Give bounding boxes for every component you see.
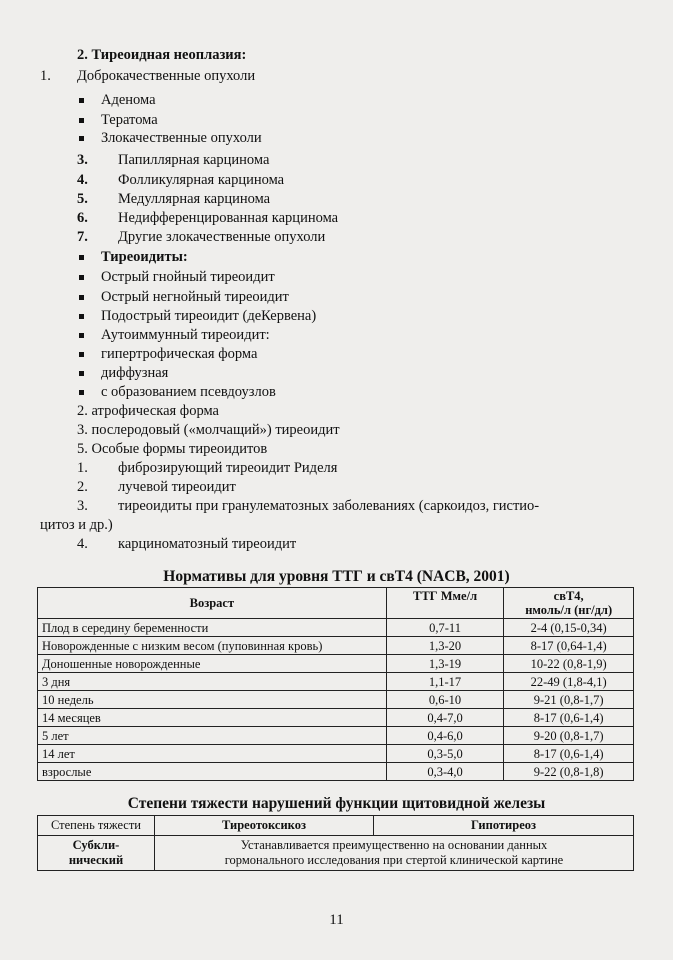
list-item: Острый негнойный тиреоидит (101, 289, 289, 305)
severity-table (37, 815, 634, 871)
bullet-icon (79, 136, 84, 141)
table-cell: 8-17 (0,64-1,4) (504, 637, 634, 655)
table-cell: взрослые (38, 763, 387, 781)
table-cell: Новорожденные с низким весом (пуповинная кровь) (38, 637, 387, 655)
table-cell: 0,7-11 (386, 619, 504, 637)
table-row (38, 709, 634, 727)
table-row (38, 619, 634, 637)
list-item-continuation: цитоз и др.) (40, 517, 113, 533)
list-item: Злокачественные опухоли (101, 130, 262, 146)
list-item: Подострый тиреоидит (деКервена) (101, 308, 317, 324)
table-row (38, 691, 634, 709)
table-header-row (38, 588, 634, 619)
list-item: Острый гнойный тиреоидит (101, 269, 275, 285)
severity-text-line-2: гормонального исследования при стертой клинической картине (224, 853, 564, 867)
table-row (38, 745, 634, 763)
table-cell: 1,3-20 (386, 637, 504, 655)
list-number: 4. (77, 172, 88, 188)
table-cell: 2-4 (0,15-0,34) (504, 619, 634, 637)
severity-text-line-1: Устанавливается преимущественно на основании данных (240, 838, 548, 852)
table-cell: 5 лет (38, 727, 387, 745)
list-item: фиброзирующий тиреоидит Риделя (118, 460, 338, 476)
heading-neoplasia: 2. Тиреоидная неоплазия: (77, 47, 247, 63)
table-row (38, 836, 634, 871)
table-row (38, 673, 634, 691)
table-cell: 14 месяцев (38, 709, 387, 727)
table-cell: 9-20 (0,8-1,7) (504, 727, 634, 745)
table-row (38, 637, 634, 655)
norms-table-title: Нормативы для уровня ТТГ и свТ4 (NACB, 2001) (163, 568, 510, 585)
list-item: Другие злокачественные опухоли (118, 229, 326, 245)
list-item: Аутоиммунный тиреоидит: (101, 327, 270, 343)
bullet-icon (79, 333, 84, 338)
table-row (38, 763, 634, 781)
bullet-icon (79, 275, 84, 280)
table-cell: Плод в середину беременности (38, 619, 387, 637)
table-cell (155, 836, 634, 871)
list-item: 5. Особые формы тиреоидитов (77, 441, 268, 457)
table-header-cell: Гипотиреоз (374, 816, 634, 836)
table-header-cell (504, 588, 634, 619)
table-header-cell: Тиреотоксикоз (155, 816, 374, 836)
list-number: 3. (77, 498, 88, 514)
table-cell: 10-22 (0,8-1,9) (504, 655, 634, 673)
list-number: 1. (77, 460, 88, 476)
table-cell: 9-22 (0,8-1,8) (504, 763, 634, 781)
table-cell: 1,3-19 (386, 655, 504, 673)
list-item: 2. атрофическая форма (77, 403, 219, 419)
severity-label-line-1: Субкли- (72, 838, 120, 852)
bullet-icon (79, 118, 84, 123)
table-cell (38, 836, 155, 871)
bullet-icon (79, 371, 84, 376)
ft4-header-line-1: свТ4, (553, 589, 584, 603)
table-header-cell: ТТГ Мме/л (386, 588, 504, 619)
benign-title: Доброкачественные опухоли (77, 68, 256, 84)
table-header-cell: Степень тяжести (38, 816, 155, 836)
list-item: 3. послеродовый («молчащий») тиреоидит (77, 422, 340, 438)
bullet-icon (79, 98, 84, 103)
list-item: диффузная (101, 365, 169, 381)
list-item: Тератома (101, 112, 158, 128)
thyroiditis-title: Тиреоидиты: (101, 249, 188, 265)
ft4-header-line-2: нмоль/л (нг/дл) (525, 603, 613, 617)
list-item: карциноматозный тиреоидит (118, 536, 297, 552)
list-number: 2. (77, 479, 88, 495)
list-number: 1. (40, 68, 51, 84)
list-number: 5. (77, 191, 88, 207)
list-item: тиреоидиты при гранулематозных заболеваниях (саркоидоз, гистио- (118, 498, 540, 514)
table-header-row (38, 816, 634, 836)
bullet-icon (79, 390, 84, 395)
table-cell: 0,4-7,0 (386, 709, 504, 727)
bullet-icon (79, 295, 84, 300)
list-number: 7. (77, 229, 88, 245)
table-header-cell: Возраст (38, 588, 387, 619)
table-row (38, 655, 634, 673)
table-cell: 10 недель (38, 691, 387, 709)
table-cell: 3 дня (38, 673, 387, 691)
list-item: Аденома (101, 92, 156, 108)
table-cell: 8-17 (0,6-1,4) (504, 745, 634, 763)
severity-table-title: Степени тяжести нарушений функции щитовидной железы (127, 795, 546, 812)
list-item: Фолликулярная карцинома (118, 172, 285, 188)
list-item: гипертрофическая форма (101, 346, 258, 362)
table-cell: 0,4-6,0 (386, 727, 504, 745)
table-cell: 8-17 (0,6-1,4) (504, 709, 634, 727)
page-number: 11 (329, 912, 344, 928)
table-cell: 0,3-5,0 (386, 745, 504, 763)
bullet-icon (79, 314, 84, 319)
list-item: Недифференцированная карцинома (118, 210, 339, 226)
list-item: лучевой тиреоидит (118, 479, 236, 495)
table-cell: 0,6-10 (386, 691, 504, 709)
severity-label-line-2: нический (68, 853, 124, 867)
norms-table (37, 587, 634, 781)
table-cell: 9-21 (0,8-1,7) (504, 691, 634, 709)
list-item: Папиллярная карцинома (118, 152, 270, 168)
table-cell: 0,3-4,0 (386, 763, 504, 781)
table-cell: 1,1-17 (386, 673, 504, 691)
table-cell: Доношенные новорожденные (38, 655, 387, 673)
list-number: 3. (77, 152, 88, 168)
table-row (38, 727, 634, 745)
bullet-icon (79, 255, 84, 260)
list-number: 4. (77, 536, 88, 552)
table-cell: 14 лет (38, 745, 387, 763)
table-cell: 22-49 (1,8-4,1) (504, 673, 634, 691)
bullet-icon (79, 352, 84, 357)
list-item: Медуллярная карцинома (118, 191, 271, 207)
list-item: с образованием псевдоузлов (101, 384, 276, 400)
list-number: 6. (77, 210, 88, 226)
